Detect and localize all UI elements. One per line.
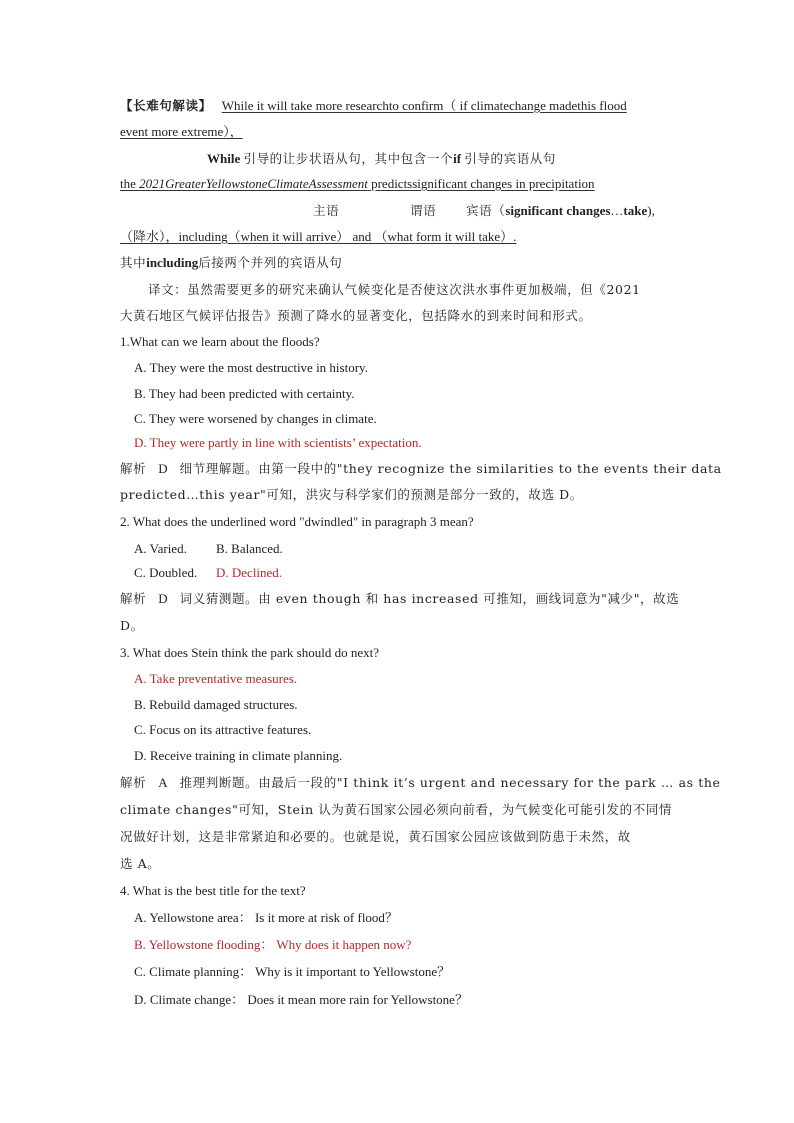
question-2-option-d-answer: D. Declined. (216, 565, 283, 580)
section-label: 【长难句解读】 (120, 98, 212, 113)
question-1-option-d-answer: D. They were partly in line with scientists’ expectation. (134, 435, 422, 450)
translation-line-2: 大黄石地区气候评估报告》预测了降水的显著变化，包括降水的到来时间和形式。 (120, 308, 592, 323)
analysis-line-1 (120, 97, 627, 115)
question-2-analysis-line-2: D。 (120, 618, 144, 633)
role-predicate: 谓语 (410, 203, 437, 218)
analysis-label: 解析 (120, 775, 147, 790)
including-note: 其中including后接两个并列的宾语从句 (120, 255, 343, 270)
question-3-analysis-line-2: climate changes"可知，Stein 认为黄石国家公园必须向前看，为气候变化可能引发的不同情 (120, 802, 673, 817)
question-3-option-b: B. Rebuild damaged structures. (134, 697, 298, 712)
including-line: （降水），including（when it will arrive） and （what form it will take）. (120, 229, 517, 244)
sentence-part-1: While it will take more researchto confirm（ if climatechange madethis flood (221, 98, 627, 113)
question-3-option-c: C. Focus on its attractive features. (134, 722, 312, 737)
answer-letter: D (158, 591, 168, 606)
analysis-label: 解析 (120, 461, 147, 476)
question-4-stem: 4. What is the best title for the text? (120, 883, 306, 898)
question-3-analysis-line-1: 解析 A 推理判断题。由最后一段的"I think it’s urgent and necessary for the park … as the (120, 775, 721, 790)
question-2-stem: 2. What does the underlined word "dwindled" in paragraph 3 mean? (120, 514, 474, 529)
sentence-part-2: event more extreme）， (120, 124, 243, 139)
question-4-option-d: D. Climate change： Does it mean more rain for Yellowstone？ (134, 992, 468, 1007)
translation-line-1: 译文：虽然需要更多的研究来确认气候变化是否使这次洪水事件更加极端，但《2021 (148, 282, 641, 297)
question-2-option-a: A. Varied. (134, 541, 187, 556)
question-2-option-b: B. Balanced. (216, 541, 283, 556)
question-3-stem: 3. What does Stein think the park should do next? (120, 645, 379, 660)
answer-letter: A (158, 775, 168, 790)
question-2-option-c: C. Doubled. (134, 565, 198, 580)
role-subject: 主语 (313, 203, 340, 218)
question-1-option-a: A. They were the most destructive in history. (134, 360, 368, 375)
question-3-analysis-line-4: 选 A。 (120, 856, 161, 871)
analysis-label: 解析 (120, 591, 147, 606)
question-1-option-c: C. They were worsened by changes in climate. (134, 411, 377, 426)
report-title: 2021GreaterYellowstoneClimateAssessment (139, 176, 368, 191)
question-1-option-b: B. They had been predicted with certainty. (134, 386, 355, 401)
question-1-analysis-line-2: predicted…this year"可知，洪灾与科学家们的预测是部分一致的，故选 D。 (120, 487, 583, 502)
main-sentence-line: the 2021GreaterYellowstoneClimateAssessment predictssignificant changes in precipitation (120, 176, 595, 191)
question-2-analysis-line-1: 解析 D 词义猜测题。由 even though 和 has increased 可推知，画线词意为"减少"，故选 (120, 591, 680, 606)
question-3-analysis-line-3: 况做好计划，这是非常紧迫和必要的。也就是说，黄石国家公园应该做到防患于未然，故 (120, 829, 631, 844)
question-4-option-c: C. Climate planning： Why is it important to Yellowstone？ (134, 964, 451, 979)
question-3-option-a-answer: A. Take preventative measures. (134, 671, 298, 686)
question-3-option-d: D. Receive training in climate planning. (134, 748, 343, 763)
question-1-analysis-line-1: 解析 D 细节理解题。由第一段中的"they recognize the similarities to the events their data (120, 461, 722, 476)
role-object: 宾语（significant changes…take), (466, 203, 655, 218)
question-1-stem: 1.What can we learn about the floods? (120, 334, 320, 349)
answer-letter: D (158, 461, 168, 476)
question-4-option-b-answer: B. Yellowstone flooding： Why does it happen now? (134, 937, 412, 952)
question-4-option-a: A. Yellowstone area： Is it more at risk of flood？ (134, 910, 398, 925)
analysis-line-2 (120, 123, 243, 141)
while-note: While 引导的让步状语从句，其中包含一个if 引导的宾语从句 (207, 151, 556, 166)
